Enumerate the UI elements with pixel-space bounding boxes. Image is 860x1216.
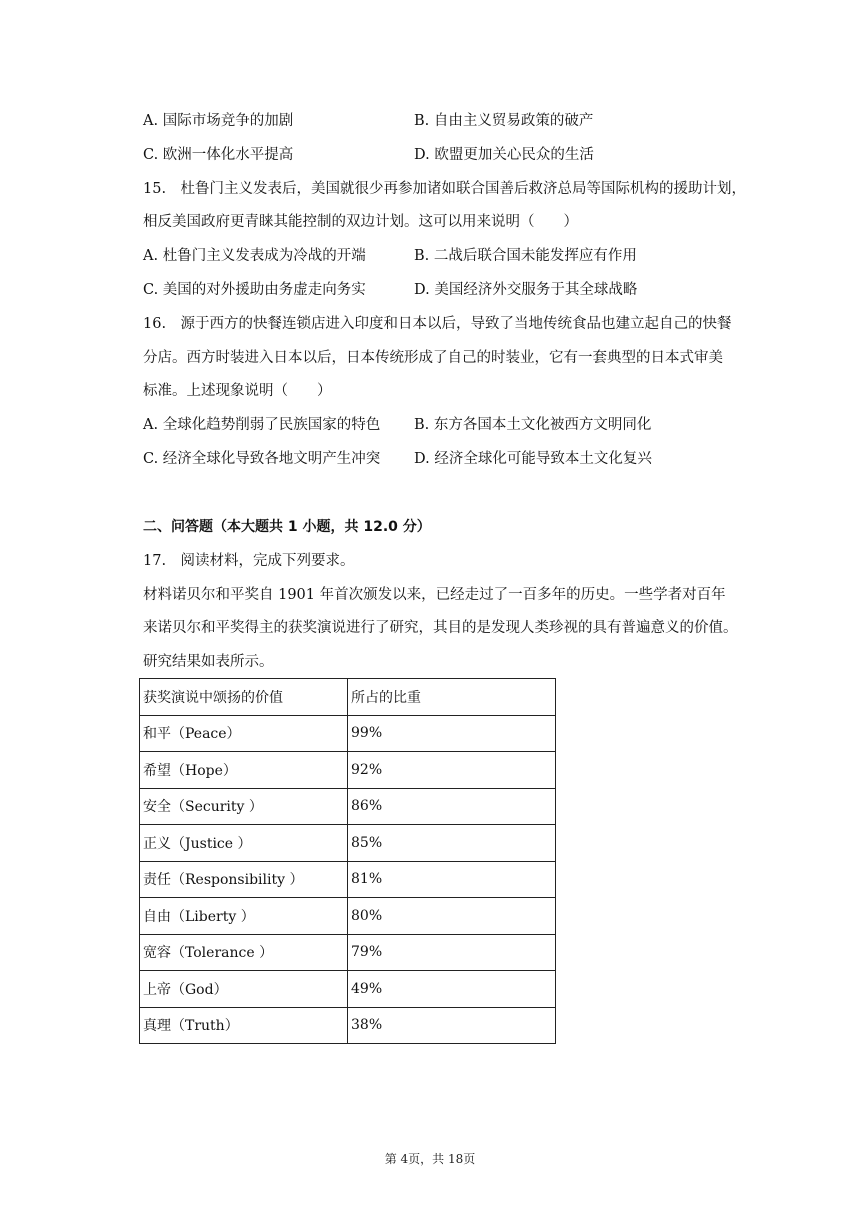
q15-option-d: D. 美国经济外交服务于其全球战略 [414, 282, 638, 298]
table-cell-value-name: 责任（Responsibility ） [140, 861, 348, 898]
table-cell-value-name: 希望（Hope） [140, 752, 348, 789]
q17-material-line1: 材料诺贝尔和平奖自 1901 年首次颁发以来，已经走过了一百多年的历史。一些学者对百年 [143, 587, 726, 603]
q16-stem-line3: 标准。上述现象说明（ ） [143, 383, 332, 399]
section-title: 二、问答题（本大题共 1 小题，共 12.0 分） [143, 519, 431, 535]
q16-option-b: B. 东方各国本土文化被西方文明同化 [414, 417, 652, 433]
q15-stem-line1: 15. 杜鲁门主义发表后，美国就很少再参加诸如联合国善后救济总局等国际机构的援助计划， [143, 181, 747, 197]
table-cell-percentage: 86% [348, 788, 556, 825]
table-row [140, 825, 556, 862]
table-cell-percentage: 49% [348, 971, 556, 1008]
q15-stem-line2: 相反美国政府更青睐其能控制的双边计划。这可以用来说明（ ） [143, 214, 578, 230]
table-cell-value-name: 安全（Security ） [140, 788, 348, 825]
q17-material-line3: 研究结果如表所示。 [143, 654, 274, 670]
table-cell-percentage: 81% [348, 861, 556, 898]
table-row [140, 861, 556, 898]
table-cell-percentage: 38% [348, 1007, 556, 1044]
table-row [140, 934, 556, 971]
q17-stem-line1: 17. 阅读材料，完成下列要求。 [143, 553, 355, 569]
table-header-cell: 所占的比重 [348, 679, 556, 716]
q16-option-d: D. 经济全球化可能导致本土文化复兴 [414, 451, 652, 467]
table-header-row [140, 679, 556, 716]
table-row [140, 788, 556, 825]
table-cell-percentage: 80% [348, 898, 556, 935]
q14-option-d: D. 欧盟更加关心民众的生活 [414, 147, 594, 163]
q15-option-b: B. 二战后联合国未能发挥应有作用 [414, 248, 637, 264]
table-header-cell: 获奖演说中颂扬的价值 [140, 679, 348, 716]
q15-option-a: A. 杜鲁门主义发表成为冷战的开端 [143, 248, 366, 264]
table-cell-percentage: 85% [348, 825, 556, 862]
q14-option-b: B. 自由主义贸易政策的破产 [414, 113, 594, 129]
q16-option-a: A. 全球化趋势削弱了民族国家的特色 [143, 417, 381, 433]
q14-option-c: C. 欧洲一体化水平提高 [143, 147, 294, 163]
table-row [140, 715, 556, 752]
table-cell-value-name: 宽容（Tolerance ） [140, 934, 348, 971]
table-row [140, 752, 556, 789]
table-cell-percentage: 79% [348, 934, 556, 971]
q15-option-c: C. 美国的对外援助由务虚走向务实 [143, 282, 366, 298]
table-cell-percentage: 99% [348, 715, 556, 752]
q14-option-a: A. 国际市场竞争的加剧 [143, 113, 294, 129]
table-cell-value-name: 真理（Truth） [140, 1007, 348, 1044]
q16-stem-line1: 16. 源于西方的快餐连锁店进入印度和日本以后，导致了当地传统食品也建立起自己的快餐 [143, 316, 732, 332]
table-cell-value-name: 上帝（God） [140, 971, 348, 1008]
table-cell-value-name: 和平（Peace） [140, 715, 348, 752]
table-cell-value-name: 正义（Justice ） [140, 825, 348, 862]
table-row [140, 898, 556, 935]
table-row [140, 1007, 556, 1044]
values-table [139, 678, 556, 1044]
page-number: 第 4页，共 18页 [384, 1152, 476, 1166]
table-cell-percentage: 92% [348, 752, 556, 789]
q17-material-line2: 来诺贝尔和平奖得主的获奖演说进行了研究，其目的是发现人类珍视的具有普遍意义的价值。 [143, 620, 738, 636]
table-cell-value-name: 自由（Liberty ） [140, 898, 348, 935]
q16-option-c: C. 经济全球化导致各地文明产生冲突 [143, 451, 381, 467]
table-row [140, 971, 556, 1008]
q16-stem-line2: 分店。西方时装进入日本以后，日本传统形成了自己的时装业，它有一套典型的日本式审美 [143, 350, 723, 366]
